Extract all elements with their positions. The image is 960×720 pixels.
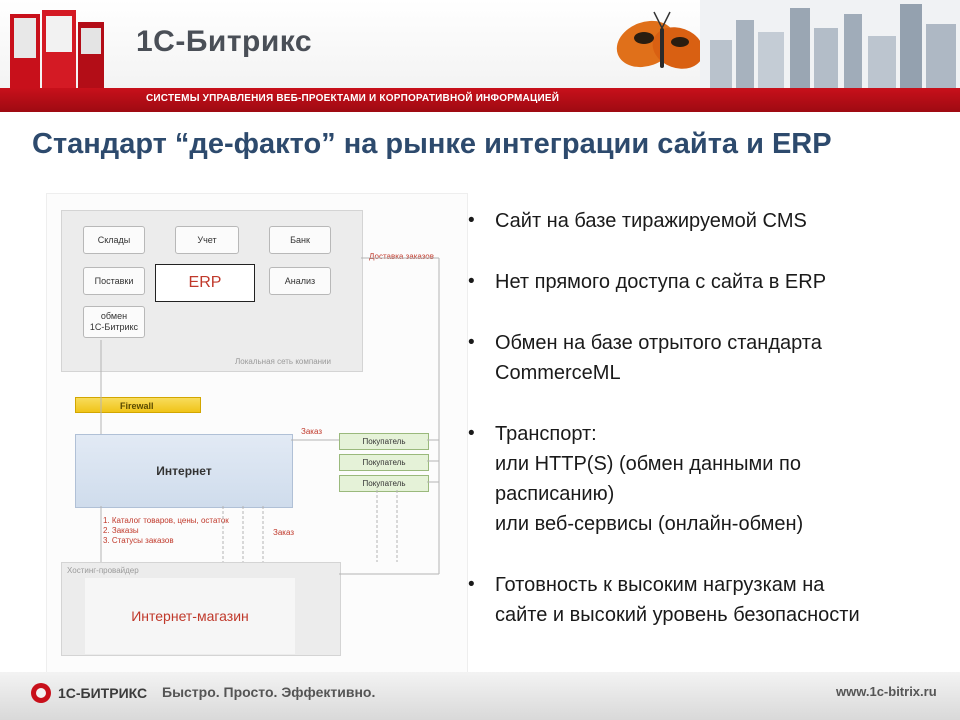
bullet-list <box>465 206 955 661</box>
bullet-line: • Готовность к высоким нагрузкам на <box>495 574 825 596</box>
warehouses-box: Склады <box>83 226 145 254</box>
exchange-box: обмен 1С-Битрикс <box>83 306 145 338</box>
footer-brand-text: 1С-БИТРИКС <box>58 685 148 701</box>
exchange-list-item: 2. Заказы <box>103 526 139 535</box>
product-boxes-image <box>8 8 108 88</box>
buyer-box: Покупатель <box>339 433 429 450</box>
bullet-item <box>465 570 955 630</box>
slide-title: Стандарт “де-факто” на рынке интеграции сайта и ERP <box>32 128 832 160</box>
bitrix-logo-icon <box>30 682 52 704</box>
header-banner <box>0 0 960 88</box>
bullet-line: или веб-сервисы (онлайн-обмен) <box>495 513 804 535</box>
bullet-item <box>465 419 955 539</box>
buyer-box: Покупатель <box>339 475 429 492</box>
accounting-box: Учет <box>175 226 239 254</box>
order-label-top: Заказ <box>301 427 322 436</box>
buyer-box: Покупатель <box>339 454 429 471</box>
analysis-box: Анализ <box>269 267 331 295</box>
internet-box: Интернет <box>75 434 293 508</box>
bullet-item <box>465 328 955 388</box>
local-network-label: Локальная сеть компании <box>235 357 331 366</box>
delivery-label: Доставка заказов <box>369 252 435 261</box>
bullet-line: расписанию) <box>495 483 615 505</box>
bullet-line: • Нет прямого доступа с сайта в ERP <box>495 271 827 293</box>
city-skyline-image <box>700 0 960 88</box>
hosting-label: Хостинг-провайдер <box>67 566 139 575</box>
integration-diagram <box>46 193 468 673</box>
header-stripe-text: СИСТЕМЫ УПРАВЛЕНИЯ ВЕБ-ПРОЕКТАМИ И КОРПОРАТИВНОЙ ИНФОРМАЦИЕЙ <box>146 93 560 104</box>
bullet-line: • Транспорт: <box>495 423 597 445</box>
diagram-connectors <box>47 194 467 672</box>
bank-box: Банк <box>269 226 331 254</box>
header-logo-text: 1С-Битрикс <box>136 25 313 58</box>
bullet-line: • Сайт на базе тиражируемой CMS <box>495 210 807 232</box>
footer-slogan: Быстро. Просто. Эффективно. <box>162 684 376 700</box>
firewall-bar: Firewall <box>75 397 201 413</box>
supplies-box: Поставки <box>83 267 145 295</box>
bullet-line: CommerceML <box>495 362 621 384</box>
footer-logo[interactable] <box>30 682 147 704</box>
footer-url-link[interactable]: www.1c-bitrix.ru <box>836 684 937 699</box>
bullet-item <box>465 206 955 236</box>
online-shop-box: Интернет-магазин <box>85 578 295 654</box>
erp-box: ERP <box>155 264 255 302</box>
bullet-line: или HTTP(S) (обмен данными по <box>495 453 801 475</box>
order-label-bottom: Заказ <box>273 528 294 537</box>
bullet-line: сайте и высокий уровень безопасности <box>495 604 860 626</box>
exchange-list-item: 1. Каталог товаров, цены, остаток <box>103 516 229 525</box>
bullet-line: • Обмен на базе отрытого стандарта <box>495 332 822 354</box>
exchange-list-item: 3. Статусы заказов <box>103 536 174 545</box>
bullet-item <box>465 267 955 297</box>
